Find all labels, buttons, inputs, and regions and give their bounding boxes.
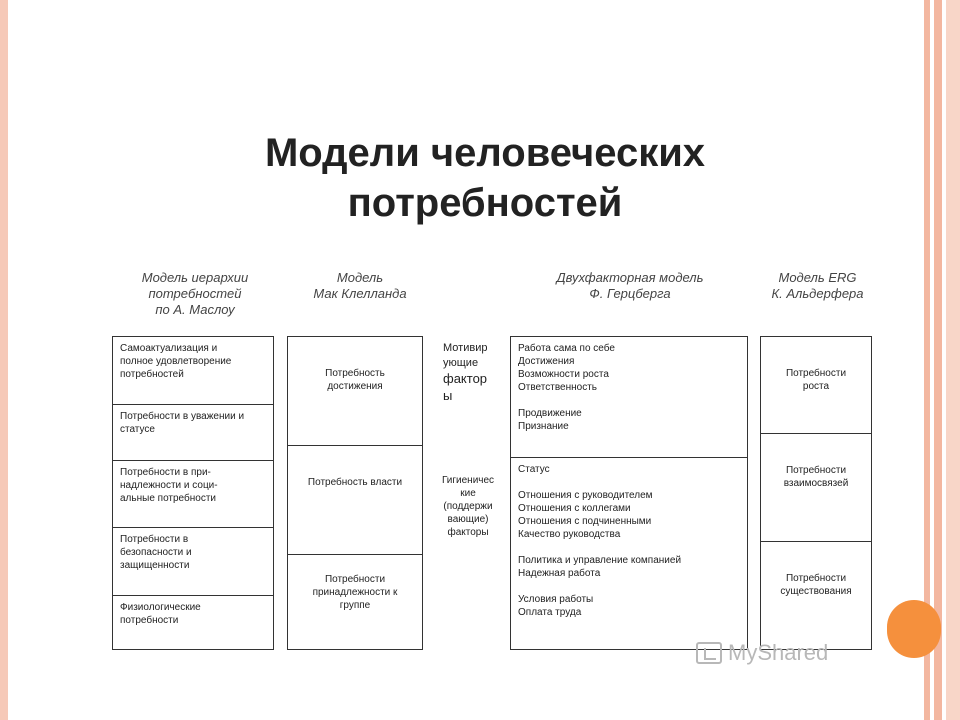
herzberg-header: Двухфакторная модель Ф. Герцберга	[556, 270, 704, 301]
motivators-list: Работа сама по себе Достижения Возможности роста Ответственность Продвижение Признание	[518, 343, 615, 432]
maslow-level: Потребности в уважении и статусе	[113, 404, 273, 460]
erg-box	[760, 336, 872, 650]
erg-need: Потребности взаимосвязей	[761, 433, 871, 541]
erg-need: Потребности существования	[761, 541, 871, 649]
maslow-level: Потребности в безопасности и защищенности	[113, 527, 273, 595]
hygiene-factors-list: Статус Отношения с руководителем Отношения с коллегами Отношения с подчиненными Качество руководства Политика и управление компанией Надежная работа Условия работы Оплата труда	[511, 457, 747, 649]
mcclelland-header: Модель Мак Клелланда	[313, 270, 407, 301]
mcclelland-need: Потребность достижения	[325, 368, 385, 392]
mcclelland-box	[287, 336, 423, 650]
herzberg-box	[510, 336, 748, 650]
mcclelland-need: Потребность власти	[288, 445, 422, 554]
orange-tab-decoration	[887, 600, 941, 658]
hygiene-factors-label: Гигиеничес кие (поддержи вающие) факторы	[441, 475, 495, 538]
watermark	[696, 640, 828, 666]
myshared-logo-icon	[696, 642, 722, 664]
mcclelland-need: Потребности принадлежности к группе	[288, 554, 422, 649]
erg-need: Потребности роста	[785, 368, 847, 392]
slide-title: Модели человеческих потребностей	[264, 131, 706, 225]
maslow-header: Модель иерархии потребностей по А. Маслоу	[141, 270, 249, 317]
maslow-level: Самоактуализация и полное удовлетворение потребностей	[120, 343, 232, 380]
maslow-level: Физиологические потребности	[113, 595, 273, 649]
watermark-text: MyShared	[728, 640, 829, 665]
maslow-box	[112, 336, 274, 650]
motivating-factors-label: Мотивир ующие фактор ы	[443, 342, 488, 403]
erg-header: Модель ERG К. Альдерфера	[771, 270, 864, 301]
maslow-level: Потребности в при- надлежности и соци- альные потребности	[113, 460, 273, 527]
left-border-stripe	[0, 0, 8, 720]
